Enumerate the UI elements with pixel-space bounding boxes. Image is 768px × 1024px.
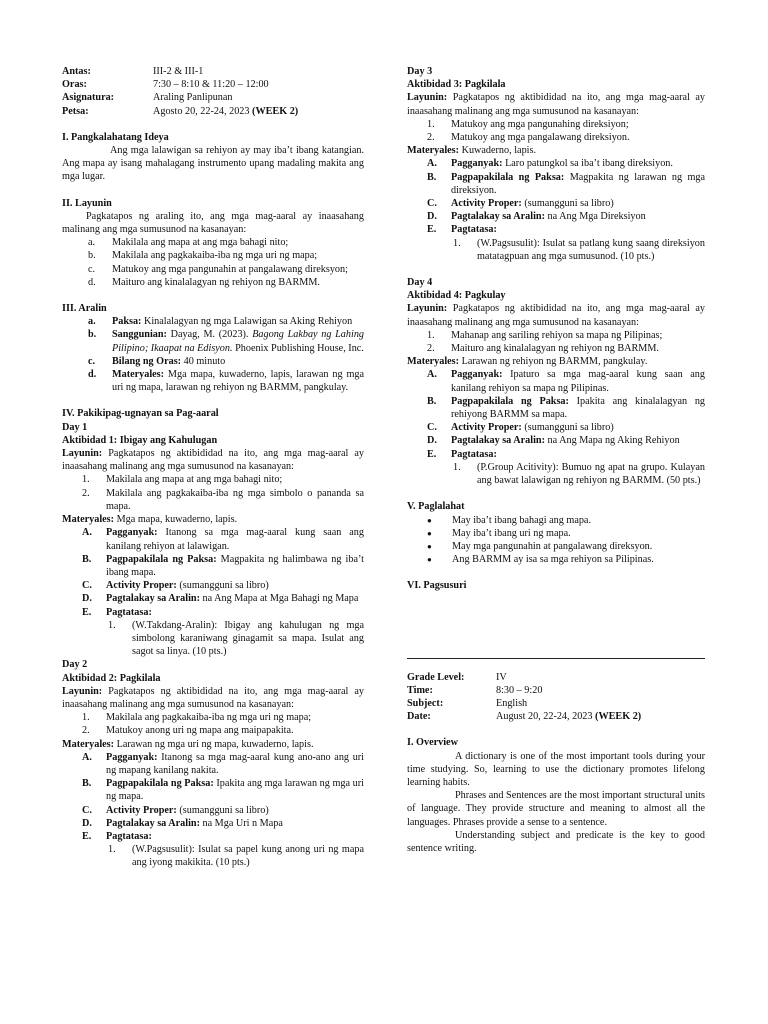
- bullet-icon: ●: [427, 555, 432, 565]
- list-item: 1. (W.Pagsusulit): Isulat sa patlang kung saang direksiyon matatagpuan ang mga sumusunod. (10 pts.): [453, 237, 705, 262]
- day1-objectives: [62, 473, 364, 513]
- header-block: [62, 65, 364, 118]
- layunin-list: [62, 236, 364, 289]
- section-title-aralin: III. Aralin: [62, 303, 107, 315]
- day3-assessment: [407, 237, 705, 263]
- list-item: A. Pagganyak: Laro patungkol sa iba’t ibang direksiyon.: [427, 158, 673, 170]
- section-title-pakikipag-ugnayan: IV. Pakikipag-ugnayan sa Pag-aaral: [62, 408, 219, 420]
- asignatura-label: Asignatura:: [62, 92, 115, 104]
- list-item: 1. (W.Pagsusulit): Isulat sa papel kung anong uri ng mapa ang iyong makikita. (10 pts.): [108, 844, 364, 869]
- list-item: 1. Mahanap ang sariling rehiyon sa mapa ng Pilipinas;: [427, 329, 663, 341]
- list-item: D. Pagtalakay sa Aralin: na Mga Uri n Mapa: [82, 817, 283, 829]
- list-item: c. Matukoy ang mga pangunahin at pangalawang direksyon;: [88, 263, 348, 275]
- left-column: [62, 65, 364, 870]
- list-item: B. Pagpapakilala ng Paksa: Ipakita ang mga larawan ng mga uri ng mapa.: [82, 778, 364, 803]
- day4-materyales: Materyales: Larawan ng rehiyon ng BARMM, pangkulay.: [407, 356, 648, 368]
- time-row: Time: 8:30 – 9:20: [407, 684, 543, 696]
- list-item: b. Makilala ang pagkakaiba-iba ng mga uri ng mapa;: [88, 250, 318, 262]
- ideya-text: Ang mga lalawigan sa rehiyon ay may iba’t ibang katangian. Ang mapa ay isang mahalagang instrumento upang madaling makita ang mga lugar.: [62, 145, 364, 183]
- day4-layunin: Layunin: Pagkatapos ng aktibididad na ito, ang mga mag-aaral ay inaasahang malinang ang mga sumusunod na kasanayan:: [407, 303, 705, 328]
- list-item: B. Pagpapakilala ng Paksa: Magpakita ng halimbawa ng iba’t ibang mapa.: [82, 553, 365, 578]
- list-item: 2. Maituro ang kinalalagyan ng rehiyon ng BARMM.: [427, 343, 659, 355]
- oras-label: Oras:: [62, 79, 87, 91]
- list-item: C. Activity Proper: (sumangguni sa libro): [427, 198, 614, 210]
- list-item: a. Makilala ang mapa at ang mga bahagi nito;: [88, 237, 289, 249]
- aralin-list: [62, 315, 364, 394]
- section-title-ideya: I. Pangkalahatang Ideya: [62, 131, 169, 143]
- day3-activity: Aktibidad 3: Pagkilala: [407, 79, 506, 91]
- day3-materyales: Materyales: Kuwaderno, lapis.: [407, 145, 537, 157]
- list-item: C. Activity Proper: (sumangguni sa libro): [82, 580, 269, 592]
- day1-materyales: Materyales: Mga mapa, kuwaderno, lapis.: [62, 514, 238, 526]
- day3-layunin: Layunin: Pagkatapos ng aktibididad na ito, ang mga mag-aaral ay inaasahang malinang ang mga sumusunod na kasanayan:: [407, 92, 705, 117]
- bullet-icon: ●: [427, 541, 432, 551]
- day2-layunin: Layunin: Pagkatapos ng aktibididad na ito, ang mga mag-aaral ay inaasahang malinang ang mga sumusunod na kasanayan:: [62, 685, 364, 710]
- list-item: 1. (P.Group Acitivity): Bumuo ng apat na grupo. Kulayan ang bawat lalawigan ng rehiyon ng BARMM. (50 pts.): [453, 461, 705, 487]
- day1-block: [62, 421, 364, 659]
- asignatura-row: [62, 91, 364, 104]
- list-item: A. Pagganyak: Ipaturo sa mga mag-aaral kung saan ang kanilang rehiyon sa mapa ng Pilipinas.: [427, 369, 705, 394]
- list-item: ● Ang BARMM ay isa sa mga rehiyon sa Pilipinas.: [427, 554, 654, 566]
- list-item: B. Pagpapakilala ng Paksa: Magpakita ng larawan ng mga direksiyon.: [427, 171, 706, 196]
- list-item: D. Pagtalakay sa Aralin: na Ang Mga Direksiyon: [427, 211, 646, 223]
- petsa-week: (WEEK 2): [252, 105, 299, 117]
- aralin-oras: c. Bilang ng Oras: 40 minuto: [88, 355, 226, 367]
- day3-block: [407, 65, 705, 263]
- list-item: C. Activity Proper: (sumangguni sa libro): [82, 804, 269, 816]
- day4-steps: [407, 368, 705, 460]
- list-item: B. Pagpapakilala ng Paksa: Ipakita ang kinalalagyan ng rehiyong BARMM sa mapa.: [427, 395, 706, 421]
- day4-objectives: [407, 329, 705, 355]
- aralin-paksa: a. Paksa: Kinalalagyan ng mga Lalawigan sa Aking Rehiyon: [88, 316, 353, 328]
- day2-assessment: [62, 843, 364, 869]
- day2-objectives: [62, 711, 364, 737]
- day4-assessment: [407, 461, 705, 487]
- grade-row: Grade Level: IV: [407, 671, 507, 683]
- list-item: E. Pagtatasa:: [82, 606, 152, 618]
- asignatura-value: Araling Panlipunan: [153, 92, 233, 104]
- list-item: E. Pagtatasa:: [82, 830, 152, 842]
- antas-label: Antas:: [62, 66, 91, 77]
- english-header-block: [407, 671, 705, 724]
- list-item: 1. (W.Takdang-Aralin): Ibigay ang kahulugan ng mga simbolong karaniwang ginagamit sa mapa. Isulat ang sagot sa linya. (10 pts.): [108, 619, 364, 658]
- list-item: A. Pagganyak: Itanong sa mga mag-aaral kung ano-ano ang uri ng mapang kanilang nakita.: [82, 751, 365, 776]
- section-title-paglalahat: V. Paglalahat: [407, 501, 465, 513]
- list-item: C. Activity Proper: (sumangguni sa libro): [427, 422, 614, 434]
- antas-row: [62, 65, 364, 78]
- petsa-label: Petsa:: [62, 105, 89, 117]
- divider: [407, 658, 705, 659]
- list-item: E. Pagtatasa:: [427, 448, 497, 460]
- list-item: 2. Matukoy ang mga pangalawang direksiyon.: [427, 132, 630, 144]
- day3-objectives: [407, 118, 705, 144]
- day4-activity: Aktibidad 4: Pagkulay: [407, 290, 506, 302]
- list-item: 1. Matukoy ang mga pangunahing direksiyon;: [427, 118, 629, 130]
- day2-materyales: Materyales: Larawan ng mga uri ng mapa, kuwaderno, lapis.: [62, 738, 314, 750]
- overview-paragraph-2: Phrases and Sentences are the most important structural units of language. They provide structure and meaning to almost all the languages. Phrases provide a sense to a sentence.: [407, 790, 705, 828]
- section-title-overview: I. Overview: [407, 737, 458, 749]
- list-item: 2. Matukoy anong uri ng mapa ang maipapakita.: [82, 725, 294, 737]
- day4-block: [407, 276, 705, 487]
- aralin-sanggunian: b. Sanggunian: Dayag, M. (2023). Bagong Lakbay ng Lahing Pilipino; Ikaapat na Edisyon. Phoenix Publishing House, Inc.: [88, 329, 365, 354]
- list-item: ● May iba’t ibang bahagi ang mapa.: [427, 514, 591, 526]
- subject-row: Subject: English: [407, 697, 528, 709]
- date-row: Date: August 20, 22-24, 2023 (WEEK 2): [407, 711, 642, 723]
- day1-layunin: Layunin: Pagkatapos ng aktibididad na ito, ang mga mag-aaral ay inaasahang malinang ang mga sumusunod na kasanayan:: [62, 448, 364, 473]
- section-title-layunin: II. Layunin: [62, 197, 112, 209]
- day1-steps: [62, 526, 364, 618]
- day2-title: Day 2: [62, 659, 88, 671]
- paglalahat-list: [407, 514, 705, 567]
- day3-title: Day 3: [407, 66, 433, 77]
- day2-block: [62, 658, 364, 869]
- aralin-materyales: d. Materyales: Mga mapa, kuwaderno, lapis, larawan ng mga uri ng mapa, larawan ng rehiyon ng BARMM, pangkulay.: [88, 369, 364, 394]
- antas-value: III-2 & III-1: [153, 66, 204, 77]
- oras-value: 7:30 – 8:10 & 11:20 – 12:00: [153, 79, 269, 91]
- list-item: D. Pagtalakay sa Aralin: na Ang Mapa ng Aking Rehiyon: [427, 435, 680, 447]
- day3-steps: [407, 157, 705, 236]
- overview-paragraph-1: A dictionary is one of the most important tools during your time studying. So, learning to use the dictionary promotes lifelong learning habits.: [407, 750, 705, 788]
- day1-title: Day 1: [62, 421, 88, 433]
- list-item: ● May iba’t ibang uri ng mapa.: [427, 527, 571, 539]
- section-title-pagsusuri: VI. Pagsusuri: [407, 580, 467, 592]
- list-item: 1. Makilala ang pagkakaiba-iba ng mga uri ng mapa;: [82, 712, 312, 724]
- list-item: E. Pagtatasa:: [427, 224, 497, 236]
- list-item: 2. Makilala ang pagkakaiba-iba ng mga simbolo o pananda sa mapa.: [82, 487, 364, 512]
- layunin-intro: Pagkatapos ng araling ito, ang mga mag-aaral ay inaasahang malinang ang mga sumusunod na kasanayan:: [62, 210, 364, 236]
- petsa-value: Agosto 20, 22-24, 2023: [153, 105, 250, 117]
- list-item: ● May mga pangunahin at pangalawang direksyon.: [427, 540, 653, 552]
- bullet-icon: ●: [427, 528, 432, 538]
- right-column: [407, 65, 705, 855]
- oras-row: [62, 78, 364, 91]
- day2-steps: [62, 751, 364, 843]
- list-item: d. Maituro ang kinalalagyan ng rehiyon ng BARMM.: [88, 276, 320, 288]
- day1-assessment: [62, 619, 364, 659]
- overview-paragraph-3: Understanding subject and predicate is the key to good sentence writing.: [407, 829, 705, 854]
- list-item: D. Pagtalakay sa Aralin: na Ang Mapa at Mga Bahagi ng Mapa: [82, 593, 359, 605]
- day4-title: Day 4: [407, 277, 433, 289]
- list-item: A. Pagganyak: Itanong sa mga mag-aaral kung saan ang kanilang rehiyon at lalawigan.: [82, 527, 364, 552]
- day2-activity: Aktibidad 2: Pagkilala: [62, 672, 161, 684]
- bullet-icon: ●: [427, 515, 432, 525]
- petsa-row: [62, 105, 364, 118]
- day1-activity: Aktibidad 1: Ibigay ang Kahulugan: [62, 434, 218, 446]
- list-item: 1. Makilala ang mapa at ang mga bahagi nito;: [82, 474, 283, 486]
